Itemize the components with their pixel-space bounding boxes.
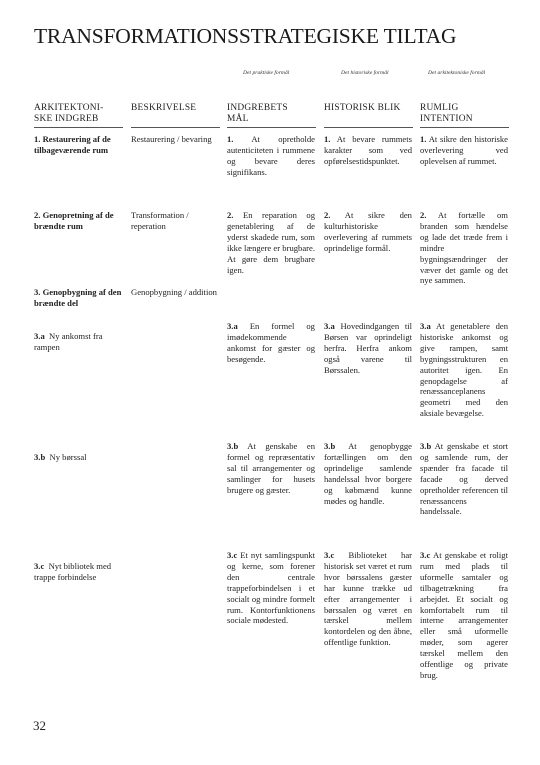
column-header-rumlig-intention-text: RUMLIG INTENTION bbox=[420, 103, 473, 124]
row-3a-label-number: 3.a bbox=[34, 331, 45, 341]
page-number: 32 bbox=[33, 718, 46, 733]
row-3b-history-number: 3.b bbox=[324, 441, 336, 451]
row-3a-history-number: 3.a bbox=[324, 321, 335, 331]
row-3c-label-text: Nyt bibliotek med trappe forbindelse bbox=[34, 561, 112, 582]
column-header-rumlig-intention bbox=[420, 103, 510, 124]
row-3c-history-number: 3.c bbox=[324, 550, 335, 560]
row-3a-history-text: Hovedindgangen til Børsen var oprindeligt herfra. Herfra ankom også varene til Børssalen. bbox=[324, 321, 412, 375]
column-header-historisk-blik bbox=[324, 103, 414, 114]
row-1-description: Restaurering / bevaring bbox=[131, 134, 212, 144]
header-rule bbox=[131, 127, 220, 128]
header-rule bbox=[34, 127, 123, 128]
row-3a-label-text: Ny ankomst fra rampen bbox=[34, 331, 103, 352]
row-2-history bbox=[324, 210, 412, 254]
row-2-goal-number: 2. bbox=[227, 210, 234, 220]
row-3a-goal-text: En formel og imødekommende ankomst for gæster og besøgende. bbox=[227, 321, 315, 364]
row-1-intention-text: At sikre den historiske overlevering ved oplevelsen af rummet. bbox=[420, 134, 508, 166]
header-rule bbox=[324, 127, 413, 128]
row-3c-goal-text: Et nyt samlingspunkt og kerne, som forener den centrale trappeforbindelsen i et socialt og mindre formelt rum. Kontorfunktionens sociale mødested. bbox=[227, 550, 315, 626]
row-3c-label-number: 3.c bbox=[34, 561, 45, 571]
row-1-goal-text: At opretholde autenticiteten i rummene og bevare deres signifikans. bbox=[227, 134, 315, 177]
row-1-intention-number: 1. bbox=[420, 134, 427, 144]
row-1-goal bbox=[227, 134, 315, 178]
row-2-intention-number: 2. bbox=[420, 210, 427, 220]
row-1-history bbox=[324, 134, 412, 167]
row-3b-intention bbox=[420, 441, 508, 517]
row-3a-intention-text: At genetablere den historiske ankomst og give rampen, samt bygningsstrukturen en autoritet igen. En genopdagelse af renæssanceplanens geometri med den aksiale bevægelse. bbox=[420, 321, 508, 419]
formal-label-historiske: Det historiske formål bbox=[341, 70, 389, 76]
formal-label-arkitektoniske: Det arkitektoniske formål bbox=[428, 70, 486, 76]
row-3b-intention-number: 3.b bbox=[420, 441, 432, 451]
row-3a-goal-number: 3.a bbox=[227, 321, 238, 331]
row-3b-label-text: Ny børssal bbox=[49, 452, 87, 462]
row-3a-history bbox=[324, 321, 412, 376]
row-3c-goal-number: 3.c bbox=[227, 550, 238, 560]
column-header-beskrivelse bbox=[131, 103, 221, 114]
row-2-history-number: 2. bbox=[324, 210, 331, 220]
row-3-label: 3. Genopbygning af den brændte del bbox=[34, 287, 122, 308]
row-3a-intention-number: 3.a bbox=[420, 321, 431, 331]
row-3c-intention bbox=[420, 550, 508, 681]
row-2-label: 2. Genopretning af de brændte rum bbox=[34, 210, 114, 231]
column-header-indgreb bbox=[34, 103, 124, 124]
column-header-maal bbox=[227, 103, 317, 124]
row-3b-history-text: At genopbygge fortællingen om den oprindelige samlende handelssal hvor borgere og købmænd kunne mødes og handle. bbox=[324, 441, 412, 506]
row-3c-goal bbox=[227, 550, 315, 626]
row-3b-history bbox=[324, 441, 412, 506]
column-header-indgreb-text: ARKITEKTONI- SKE INDGREB bbox=[34, 103, 104, 124]
row-3c-history bbox=[324, 550, 412, 648]
row-1-intention bbox=[420, 134, 508, 167]
row-3a-goal bbox=[227, 321, 315, 365]
row-2-description: Transformation / reperation bbox=[131, 210, 189, 231]
row-1-history-text: At bevare rummets karakter som ved opførelsestidspunktet. bbox=[324, 134, 412, 166]
column-header-beskrivelse-text: BESKRIVELSE bbox=[131, 103, 197, 113]
row-3b-goal bbox=[227, 441, 315, 496]
row-3c-intention-text: At genskabe et roligt rum med plads til uformelle samtaler og tilbagetrækning fra arbejdet. Et socialt og komfortabelt rum til interne arrangementer eller små uformelle møder, som agerer tærskel mellem den offentlige og private brug. bbox=[420, 550, 508, 680]
header-rule bbox=[420, 127, 509, 128]
column-header-maal-text: INDGREBETS MÅL bbox=[227, 103, 288, 124]
row-3b-intention-text: At genskabe et stort og samlende rum, der spænder fra facade til facade og derved opretholder referencen til renæssancens handelssale. bbox=[420, 441, 508, 517]
row-3c-label bbox=[34, 561, 122, 583]
row-3b-goal-text: At genskabe en formel og repræsentativ sal til arrangementer og samlinger for husets brugere og gæster. bbox=[227, 441, 315, 495]
row-2-goal-text: En reparation og genetablering af de yderst skadede rum, som ikke længere er brugbare. At gøre dem brugbare igen. bbox=[227, 210, 315, 275]
formal-label-praktiske: Det praktiske formål bbox=[243, 70, 290, 76]
row-3b-label bbox=[34, 452, 122, 463]
row-2-intention-text: At fortælle om branden som hændelse og lade det træde frem i mindre bygningsændringer der væver det gamle og det nye sammen. bbox=[420, 210, 508, 286]
row-3b-goal-number: 3.b bbox=[227, 441, 239, 451]
column-header-historisk-blik-text: HISTORISK BLIK bbox=[324, 103, 401, 113]
row-2-history-text: At sikre den kulturhistoriske overlevering af rummets oprindelige formål. bbox=[324, 210, 412, 253]
row-3a-intention bbox=[420, 321, 508, 419]
row-3b-label-number: 3.b bbox=[34, 452, 46, 462]
row-3c-intention-number: 3.c bbox=[420, 550, 431, 560]
row-3a-label bbox=[34, 331, 122, 353]
row-1-label: 1. Restaurering af de tilbageværende rum bbox=[34, 134, 111, 155]
row-1-history-number: 1. bbox=[324, 134, 331, 144]
row-2-intention bbox=[420, 210, 508, 286]
page-title: TRANSFORMATIONSSTRATEGISKE TILTAG bbox=[34, 24, 457, 48]
row-1-goal-number: 1. bbox=[227, 134, 234, 144]
row-2-goal bbox=[227, 210, 315, 275]
header-rule bbox=[227, 127, 316, 128]
row-3c-history-text: Biblioteket har historisk set været et rum hvor børssalens gæster har kunne trække ud efter arrangementer i børssalen og været en tærskel mellem kontordelen og den åbne, offentlige funktion. bbox=[324, 550, 412, 648]
row-3-description: Genopbygning / addition bbox=[131, 287, 217, 297]
